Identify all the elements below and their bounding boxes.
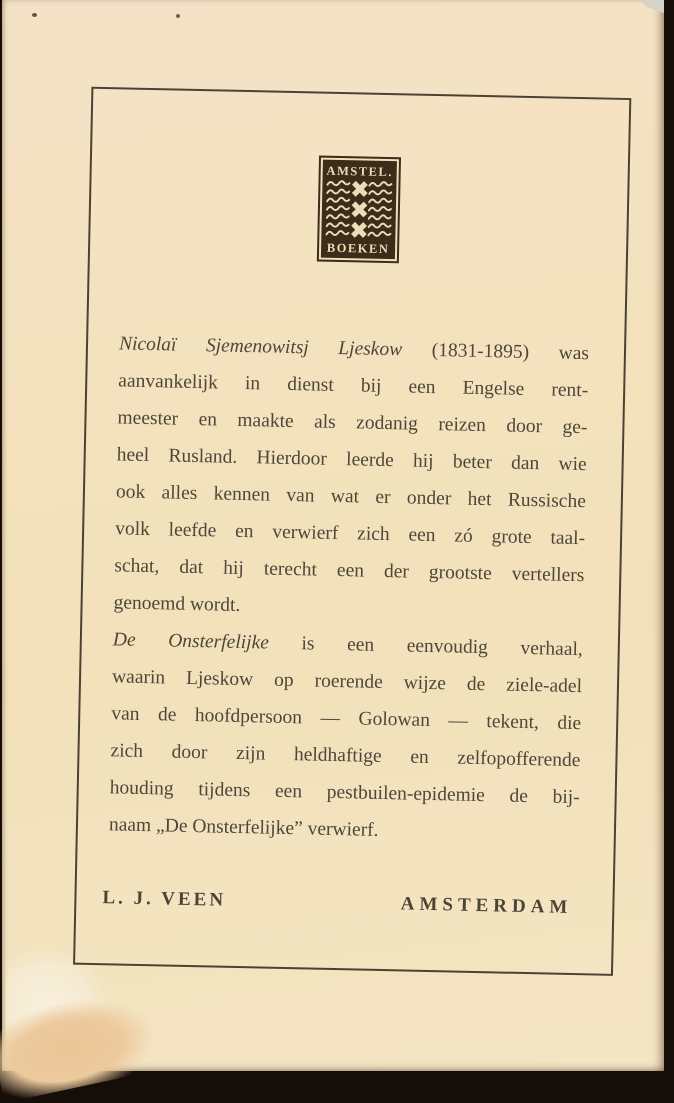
logo-bottom-word: BOEKEN <box>326 240 390 257</box>
body-line: naam „De Onsterfelijke” verwierf. <box>108 814 379 841</box>
body-line: volk leefde en verwierf zich een zó grote taal- <box>114 518 586 550</box>
saltire-crosses-icon <box>350 180 368 238</box>
publisher-name: L. J. VEEN <box>102 887 227 911</box>
waves-icon <box>367 181 392 239</box>
body-line: schat, dat hij terecht een der grootste vertellers <box>114 555 585 587</box>
body-line: houding tijdens een pestbuilen-epidemie de bij- <box>109 777 580 809</box>
author-name-italic: Nicolaï Sjemenowitsj Ljeskow <box>118 333 403 361</box>
body-line: Nicolaï Sjemenowitsj Ljeskow (1831-1895) was <box>118 333 590 365</box>
body-line: ook alles kennen van wat er onder het Russische <box>115 481 587 513</box>
logo-top-word: AMSTEL. <box>326 163 394 180</box>
publisher-row <box>102 887 572 919</box>
blurb-text <box>109 325 590 853</box>
body-line: waarin Ljeskow op roerende wijze de ziele-adel <box>111 666 583 698</box>
body-line: van de hoofdpersoon — Golowan — tekent, die <box>111 703 582 735</box>
border-frame <box>73 87 631 976</box>
publisher-city: AMSTERDAM <box>400 893 573 919</box>
logo-emblem <box>321 160 397 260</box>
waves-icon <box>325 180 350 238</box>
logo-emblem-middle <box>321 179 396 241</box>
body-line: meester en maakte als zodanig reizen door ge- <box>117 407 588 439</box>
body-line: heel Rusland. Hierdoor leerde hij beter dan wie <box>116 444 587 476</box>
body-line: aanvankelijk in dienst bij een Engelse rent- <box>118 370 589 402</box>
body-line: genoemd wordt. <box>113 592 241 616</box>
amstel-boeken-logo <box>317 156 401 264</box>
body-line: De Onsterfelijke is een eenvoudig verhaal, <box>112 629 583 661</box>
book-title-italic: De Onsterfelijke <box>112 629 270 654</box>
body-line: zich door zijn heldhaftige en zelfopofferende <box>110 740 581 772</box>
